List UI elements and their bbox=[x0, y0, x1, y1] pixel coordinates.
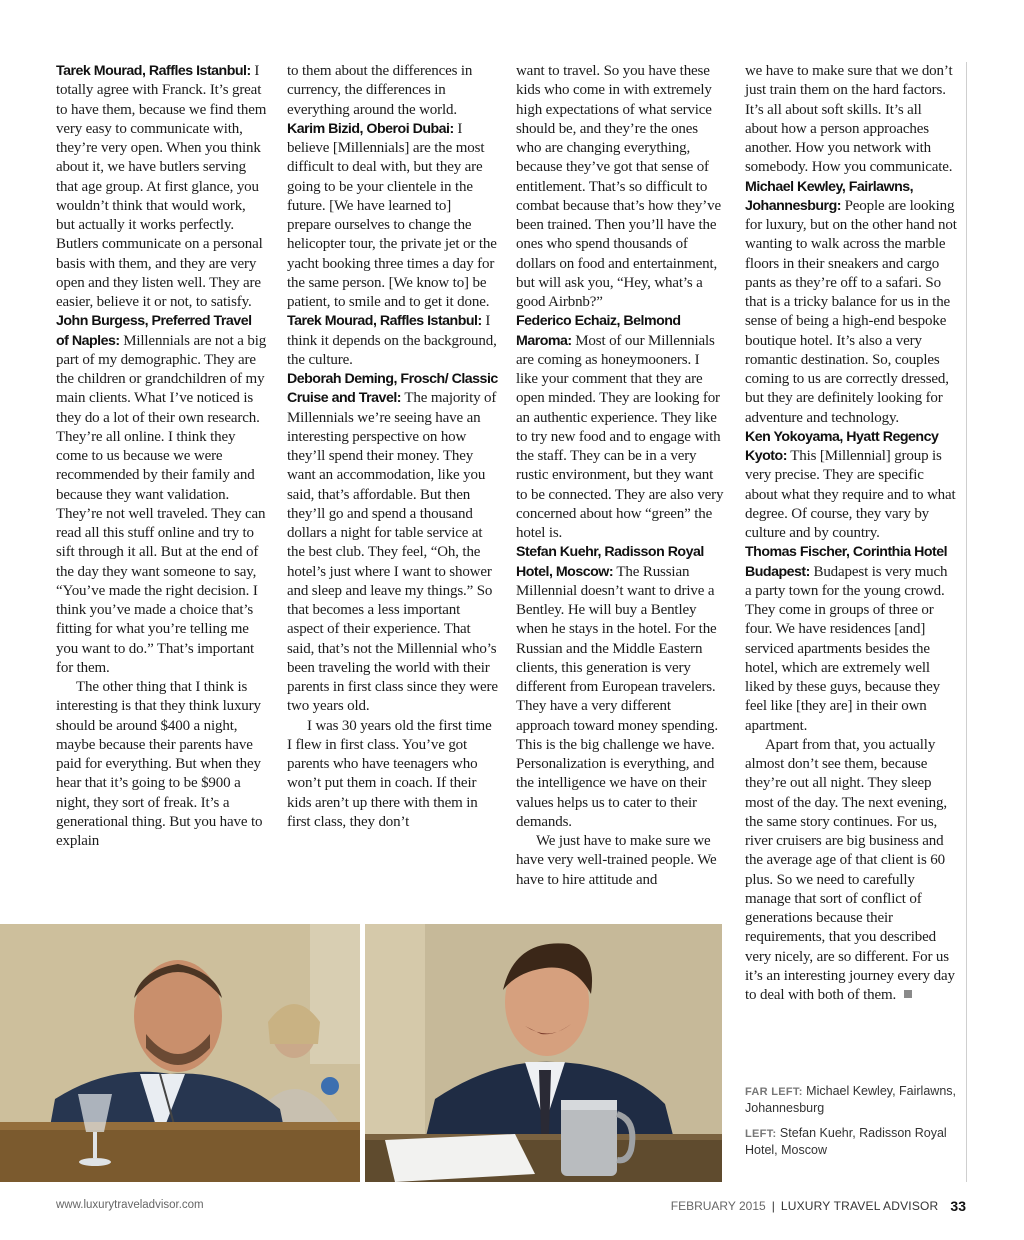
paragraph bbox=[745, 178, 957, 428]
caption-label: LEFT: bbox=[745, 1128, 777, 1140]
issue-date: FEBRUARY 2015 bbox=[670, 1199, 766, 1213]
end-of-article-mark bbox=[904, 990, 912, 998]
speaker-name: Deborah Deming, Frosch/ Classic Cruise and Travel: bbox=[287, 371, 498, 407]
paragraph-text: Apart from that, you actually almost don’t see them, because they’re out all night. They sleep most of the day. The next evening, the same story continues. For us, river cruisers are big business and the average age of that client is 60 plus. So we need to carefully manage that sort of conflict of generations because their requirements, that you described very nicely, are so different. For us it’s an interesting journey every day to deal with both of them. bbox=[745, 736, 955, 1003]
speaker-name: Tarek Mourad, Raffles Istanbul: bbox=[287, 313, 482, 330]
article-column-2 bbox=[287, 62, 498, 832]
photo-caption-far-left bbox=[745, 1083, 957, 1116]
publication-name: LUXURY TRAVEL ADVISOR bbox=[780, 1199, 939, 1213]
caption-text: Michael Kewley, Fairlawns, Johannesburg bbox=[745, 1084, 956, 1115]
paragraph-text: I was 30 years old the first time I flew in first class. You’ve got parents who have teenagers who won’t put them in coach. If their kids aren’t up there with them in first class, they don’t bbox=[287, 717, 492, 830]
speaker-name: Tarek Mourad, Raffles Istanbul: bbox=[56, 63, 251, 79]
speaker-name: John Burgess, Preferred Travel of Naples: bbox=[56, 313, 252, 349]
paragraph-text: to them about the differences in currency, the differences in everything around the world. bbox=[287, 63, 473, 118]
paragraph bbox=[287, 120, 498, 313]
footer-folio bbox=[671, 1198, 966, 1214]
article-column-1 bbox=[56, 62, 267, 851]
paragraph bbox=[287, 62, 498, 120]
paragraph-text: This [Millennial] group is very precise. They are specific about what they require and to what degree. Of course, they vary by culture and by country. bbox=[745, 448, 956, 541]
paragraph-text: The other thing that I think is interesting is that they think luxury should be around $400 a night, maybe because their parents have paid for everything. But when they hear that it’s going to be $900 a night, they sort of freak. It’s a generational thing. But you have to explain bbox=[56, 679, 263, 849]
paragraph-text: we have to make sure that we don’t just train them on the hard factors. It’s all about soft skills. It’s all about how a person approaches another. How you network with somebody. How you communicate. bbox=[745, 63, 953, 176]
paragraph bbox=[56, 62, 267, 312]
paragraph bbox=[516, 543, 724, 832]
paragraph bbox=[516, 312, 724, 543]
paragraph bbox=[745, 543, 957, 736]
paragraph bbox=[516, 62, 724, 312]
paragraph bbox=[745, 736, 957, 1006]
paragraph-text: want to travel. So you have these kids who come in with extremely high expectations of what service should be, and they’re the ones who are changing everything, because they’ve got that sense of entitlement. That’s so difficult to combat because that’s how they’ve been trained. Then you’ll have the ones who spend thousands of dollars on food and entertainment, but will ask you, “Hey, what’s a good Airbnb?” bbox=[516, 63, 721, 310]
column-rule bbox=[966, 62, 967, 1182]
footer-website-url: www.luxurytraveladvisor.com bbox=[56, 1199, 204, 1211]
paragraph bbox=[745, 62, 957, 178]
article-column-4 bbox=[745, 62, 957, 1005]
photo-michael-kewley bbox=[0, 924, 360, 1182]
paragraph-text: I totally agree with Franck. It’s great to have them, because we find them very easy to communicate with, they’re very open. When you think about it, we have butlers serving that age group. At first glance, you wouldn’t think that would work, but actually it works perfectly. Butlers communicate on a personal basis with them, and they are very open and they listen well. They are easier, believe it or not, to satisfy. bbox=[56, 63, 267, 310]
photo-illustration bbox=[0, 924, 360, 1182]
page-number: 33 bbox=[950, 1198, 966, 1214]
paragraph-text: I think it depends on the background, the culture. bbox=[287, 313, 497, 368]
paragraph-text: People are looking for luxury, but on the other hand not wanting to walk across the marble floors in their sneakers and cargo pants as they’re off to a safari. So that is a tricky balance for us in the sense of being a high-end bespoke boutique hotel. It’s also a very romantic destination. So, couples coming to us are correctly dressed, but they are definitely looking for adventure and technology. bbox=[745, 197, 957, 426]
paragraph bbox=[745, 428, 957, 544]
speaker-name: Michael Kewley, Fairlawns, Johannesburg: bbox=[745, 178, 914, 214]
caption-label: FAR LEFT: bbox=[745, 1086, 803, 1098]
paragraph-text: Budapest is very much a party town for the young crowd. They come in groups of three or four. We have residences [and] serviced apartments besides the hotel, which are extremely well liked by these guys, because they feel like [they are] in their own apartment. bbox=[745, 563, 948, 734]
photo-stefan-kuehr bbox=[365, 924, 722, 1182]
paragraph bbox=[56, 678, 267, 851]
paragraph bbox=[516, 832, 724, 890]
paragraph-text: We just have to make sure we have very well-trained people. We have to hire attitude and bbox=[516, 833, 717, 888]
paragraph bbox=[287, 717, 498, 833]
paragraph-text: The Russian Millennial doesn’t want to drive a Bentley. He will buy a Bentley when he stays in the hotel. For the Russian and the Middle Eastern clients, this generation is very different from European travelers. They have a very different approach toward money spending. This is the big challenge we have. Personalization is everything, and the intelligence we have on their values helps us to cater to their demands. bbox=[516, 563, 718, 830]
article-column-3 bbox=[516, 62, 724, 890]
paragraph bbox=[56, 312, 267, 678]
paragraph bbox=[287, 312, 498, 370]
paragraph-text: I believe [Millennials] are the most difficult to deal with, but they are going to be your clientele in the future. [We have learned to] prepare ourselves to change the helicopter tour, the private jet or the yacht booking three times a day for the same person. [We know to] be patient, to smile and to get it done. bbox=[287, 120, 497, 310]
speaker-name: Thomas Fischer, Corinthia Hotel Budapest: bbox=[745, 544, 948, 580]
paragraph bbox=[287, 370, 498, 717]
paragraph-text: Most of our Millennials are coming as honeymooners. I like your comment that they are open minded. They are looking for an authentic experience. They like to try new food and to engage with the staff. They can be in a very rustic environment, but they want to be connected. They are also very concerned about how “green” the hotel is. bbox=[516, 332, 724, 541]
speaker-name: Karim Bizid, Oberoi Dubai: bbox=[287, 120, 454, 137]
paragraph-text: Millennials are not a big part of my demographic. They are the children or grandchildren of my main clients. What I’ve noticed is they do a lot of their own research. They’re all online. I think they come to us because we were recommended by their family and because they want validation. They’re not well traveled. They can read all this stuff online and try to sift through it all. But at the end of the day they want someone to say, “You’ve made the right decision. I think you’ve made a choice that’s fitting for what you’re telling me you want to do.” That’s important for them. bbox=[56, 332, 267, 676]
paragraph-text: The majority of Millennials we’re seeing have an interesting perspective on how they’ll spend their money. They want an accommodation, like you said, that’s affordable. But then they’ll go and spend a thousand dollars a night for table service at the best club. They feel, “Oh, the hotel’s just where I want to shower and sleep and leave my things.” So that becomes a less important aspect of their experience. That said, that’s not the Millennial who’s been traveling the world with their parents in first class since they were two years old. bbox=[287, 390, 498, 715]
footer-separator: | bbox=[771, 1199, 775, 1213]
photo-illustration bbox=[365, 924, 722, 1182]
speaker-name: Ken Yokoyama, Hyatt Regency Kyoto: bbox=[745, 428, 939, 464]
photo-caption-left bbox=[745, 1125, 957, 1158]
speaker-name: Federico Echaiz, Belmond Maroma: bbox=[516, 313, 681, 349]
speaker-name: Stefan Kuehr, Radisson Royal Hotel, Moscow: bbox=[516, 544, 704, 580]
caption-text: Stefan Kuehr, Radisson Royal Hotel, Moscow bbox=[745, 1126, 947, 1157]
